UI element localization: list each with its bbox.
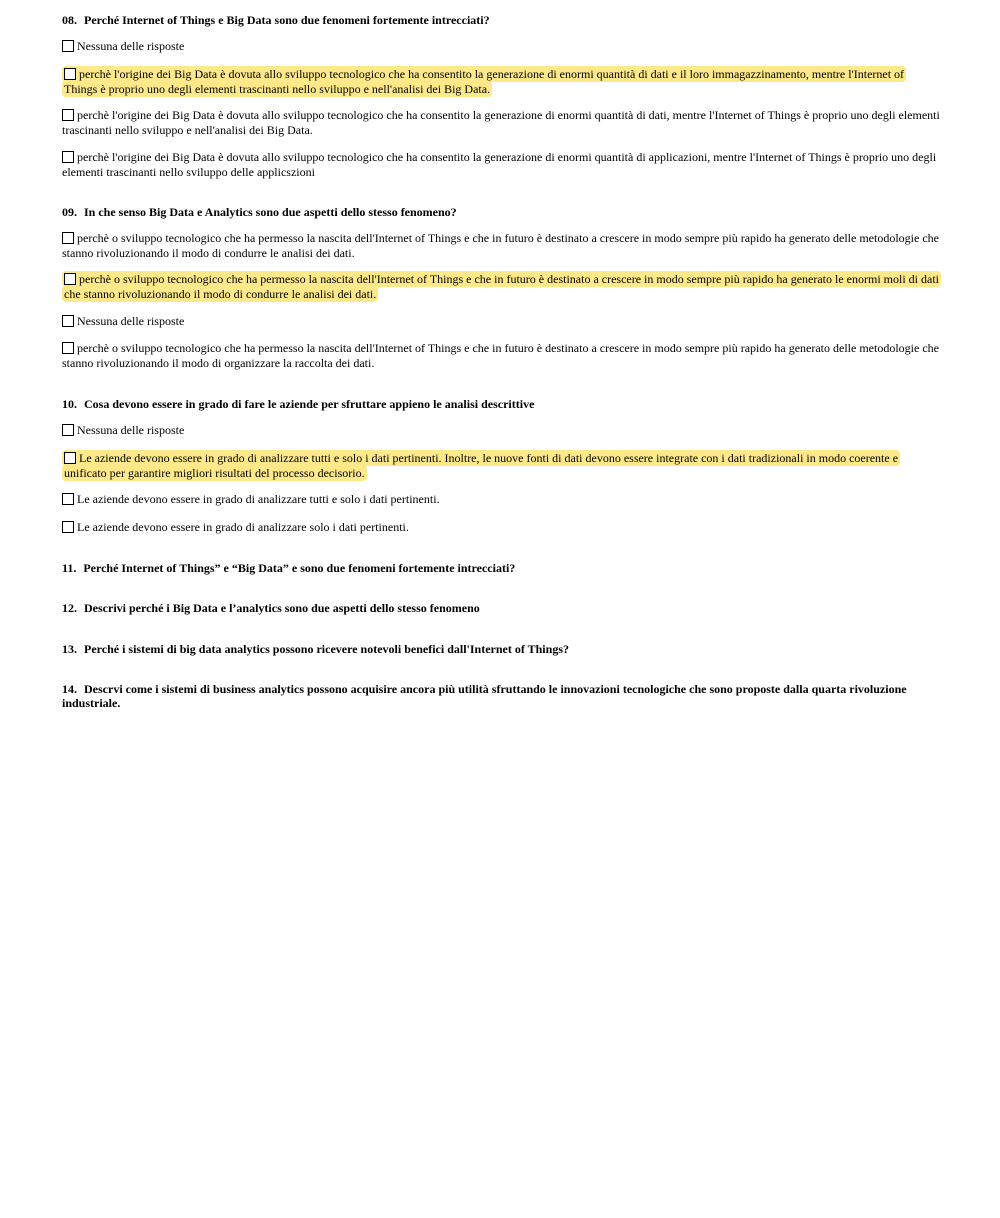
highlight-mark <box>62 66 906 97</box>
answer-checkbox[interactable] <box>64 273 76 285</box>
answer-checkbox[interactable] <box>62 521 74 533</box>
question-heading <box>62 682 942 710</box>
answer-checkbox[interactable] <box>64 68 76 80</box>
question-number: 13. <box>62 642 77 656</box>
question-number: 09. <box>62 205 77 219</box>
question-text: Perché Internet of Things e Big Data sono due fenomeni fortemente intrecciati? <box>84 13 490 27</box>
answer-text: perchè o sviluppo tecnologico che ha permesso la nascita dell'Internet of Things e che in futuro è destinato a crescere in modo sempre più rapido ha generato le enormi moli di dati che stanno rivoluzionando il modo di condurre le analisi dei dati. <box>64 272 939 301</box>
answer-checkbox[interactable] <box>62 151 74 163</box>
question-number: 11. <box>62 561 77 575</box>
question-text: Cosa devono essere in grado di fare le aziende per sfruttare appieno le analisi descrittive <box>84 397 535 411</box>
answer-option[interactable] <box>62 341 940 371</box>
answer-option[interactable] <box>62 492 940 507</box>
answer-checkbox[interactable] <box>62 109 74 121</box>
answer-text: Le aziende devono essere in grado di analizzare tutti e solo i dati pertinenti. Inoltre, le nuove fonti di dati devono essere integrate con i dati tradizionali in modo coerente e unificato per garantire migliori risultati del processo decisorio. <box>64 451 899 480</box>
question-number: 08. <box>62 13 77 27</box>
answer-checkbox[interactable] <box>62 232 74 244</box>
answer-option[interactable] <box>62 314 940 329</box>
answer-checkbox[interactable] <box>62 40 74 52</box>
answer-option[interactable] <box>62 108 940 138</box>
question-number: 14. <box>62 682 77 696</box>
answer-text: Nessuna delle risposte <box>77 314 185 328</box>
question-heading <box>62 561 942 575</box>
answer-text: Nessuna delle risposte <box>77 39 185 53</box>
question-heading <box>62 205 942 219</box>
answer-text: perchè o sviluppo tecnologico che ha permesso la nascita dell'Internet of Things e che in futuro è destinato a crescere in modo sempre più rapido ha generato delle metodologie che stanno rivoluzionando il modo di condurre le analisi dei dati. <box>62 231 939 260</box>
question-text: Descrvi come i sistemi di business analytics possono acquisire ancora più utilità sfruttando le innovazioni tecnologiche che sono proposte dalla quarta rivoluzione industriale. <box>62 682 907 710</box>
answer-text: Le aziende devono essere in grado di analizzare solo i dati pertinenti. <box>77 520 409 534</box>
answer-option[interactable] <box>62 520 940 535</box>
question-heading <box>62 601 942 615</box>
highlight-mark <box>62 450 900 481</box>
question-heading <box>62 13 942 27</box>
answer-option[interactable] <box>62 150 940 180</box>
question-text: In che senso Big Data e Analytics sono due aspetti dello stesso fenomeno? <box>84 205 457 219</box>
highlight-mark <box>62 271 941 302</box>
answer-option-highlighted[interactable] <box>62 67 940 97</box>
question-number: 10. <box>62 397 77 411</box>
answer-text: Nessuna delle risposte <box>77 423 185 437</box>
answer-option[interactable] <box>62 39 940 54</box>
answer-text: Le aziende devono essere in grado di analizzare tutti e solo i dati pertinenti. <box>77 492 440 506</box>
question-text: Perché Internet of Things” e “Big Data” e sono due fenomeni fortemente intrecciati? <box>83 561 516 575</box>
answer-option[interactable] <box>62 231 940 261</box>
answer-option-highlighted[interactable] <box>62 272 940 302</box>
answer-checkbox[interactable] <box>62 493 74 505</box>
answer-text: perchè o sviluppo tecnologico che ha permesso la nascita dell'Internet of Things e che in futuro è destinato a crescere in modo sempre più rapido ha generato delle metodologie che stanno rivoluzionando il modo di organizzare la raccolta dei dati. <box>62 341 939 370</box>
answer-checkbox[interactable] <box>62 342 74 354</box>
answer-checkbox[interactable] <box>64 452 76 464</box>
question-text: Perché i sistemi di big data analytics possono ricevere notevoli benefici dall'Internet of Things? <box>84 642 569 656</box>
question-text: Descrivi perché i Big Data e l’analytics sono due aspetti dello stesso fenomeno <box>84 601 480 615</box>
answer-option-highlighted[interactable] <box>62 451 940 481</box>
answer-checkbox[interactable] <box>62 424 74 436</box>
answer-option[interactable] <box>62 423 940 438</box>
answer-text: perchè l'origine dei Big Data è dovuta allo sviluppo tecnologico che ha consentito la generazione di enormi quantità di applicazioni, mentre l'Internet of Things è proprio uno degli elementi trascinanti nello sviluppo delle applicszioni <box>62 150 937 179</box>
question-heading <box>62 642 942 656</box>
question-number: 12. <box>62 601 77 615</box>
answer-text: perchè l'origine dei Big Data è dovuta allo sviluppo tecnologico che ha consentito la generazione di enormi quantità di dati, mentre l'Internet of Things è proprio uno degli elementi trascinanti nello sviluppo e nell'analisi dei Big Data. <box>62 108 940 137</box>
answer-text: perchè l'origine dei Big Data è dovuta allo sviluppo tecnologico che ha consentito la generazione di enormi quantità di dati e il loro immagazzinamento, mentre l'Internet of Things è proprio uno degli elementi trascinanti nello sviluppo e nell'analisi dei Big Data. <box>64 67 905 96</box>
question-heading <box>62 397 942 411</box>
answer-checkbox[interactable] <box>62 315 74 327</box>
